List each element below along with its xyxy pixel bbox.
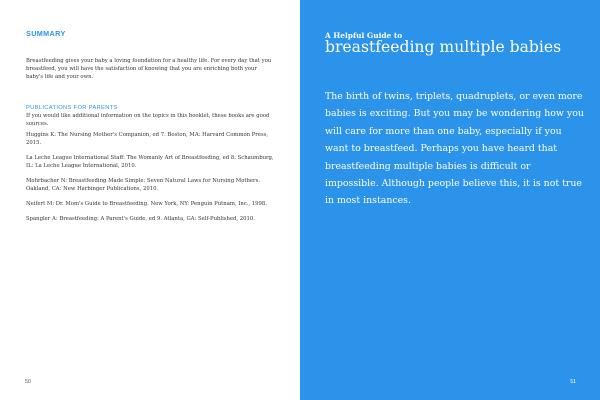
- intro-paragraph: The birth of twins, triplets, quadruplets, or even more babies is exciting. But you may be wondering how you will care for more than one baby, especially if you want to breastfeed. Perhaps you have heard that breastfeeding multiple babies is difficult or impossible. Although people believe this, it is not true in most instances.: [325, 91, 584, 207]
- reference-item: Huggins K: The Nursing Mother's Companion, ed 7. Boston, MA: Harvard Common Press, 2015.: [26, 132, 269, 147]
- summary-paragraph: Breastfeeding gives your baby a loving foundation for a healthy life. For every day that you breastfeed, you will have the satisfaction of knowing that you are enriching both your baby's life and your own.: [26, 58, 272, 81]
- reference-item: Neifert M: Dr. Mom's Guide to Breastfeeding. New York, NY: Penguin Putnam, Inc., 1998.: [26, 201, 267, 207]
- reference-item: Mohrbacher N: Breastfeeding Made Simple: Seven Natural Laws for Nursing Mothers. Oakland, CA: New Harbinger Publications, 2010.: [26, 178, 260, 193]
- publications-intro: If you would like additional information on the topics in this booklet, these books are good sources.: [26, 113, 270, 128]
- page-number-left: 50: [25, 379, 31, 385]
- reference-item: Spangler A: Breastfeeding: A Parent's Guide, ed 9. Atlanta, GA: Self-Published, 2010.: [26, 215, 255, 222]
- guide-title: breastfeeding multiple babies: [325, 38, 562, 56]
- reference-list: [26, 131, 276, 230]
- publications-heading: PUBLICATIONS FOR PARENTS: [26, 105, 118, 111]
- summary-heading: SUMMARY: [26, 29, 66, 38]
- reference-item: La Leche League International Staff: The Womanly Art of Breastfeeding, ed 8. Schaumburg, IL: La Leche League International, 2010.: [26, 155, 274, 170]
- guide-kicker: A Helpful Guide to: [325, 31, 403, 40]
- page-number-right: 51: [570, 379, 576, 385]
- right-page: [300, 0, 600, 400]
